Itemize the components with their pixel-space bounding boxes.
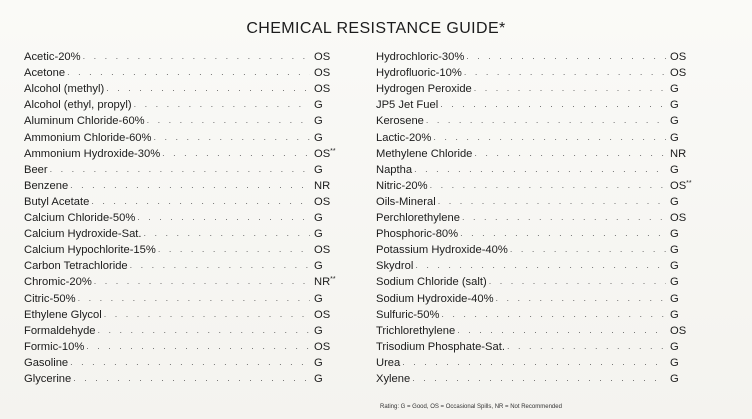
- table-row: [24, 48, 354, 64]
- chemical-name: Xylene: [376, 372, 411, 385]
- resistance-rating: G: [314, 115, 323, 128]
- dot-leader: [464, 66, 666, 79]
- table-row: [24, 306, 354, 322]
- dot-leader: [104, 308, 310, 321]
- table-row: [376, 48, 716, 64]
- dot-leader: [496, 292, 666, 305]
- resistance-rating: G: [670, 99, 679, 112]
- resistance-rating: G: [670, 163, 679, 176]
- resistance-rating: OS: [314, 195, 331, 208]
- resistance-rating: OS: [314, 51, 331, 64]
- table-row: [376, 145, 716, 161]
- dot-leader: [489, 275, 666, 288]
- resistance-rating: OS: [670, 212, 687, 225]
- resistance-rating: G: [670, 340, 679, 353]
- chemical-name: Trisodium Phosphate-Sat.: [376, 340, 505, 353]
- chemical-name: Ammonium Hydroxide-30%: [24, 147, 161, 160]
- left-column: [24, 48, 354, 386]
- table-row: [376, 241, 716, 257]
- chemical-name: Hydrogen Peroxide: [376, 83, 472, 96]
- table-row: [376, 193, 716, 209]
- chemical-name: Hydrofluoric-10%: [376, 67, 462, 80]
- table-row: [376, 96, 716, 112]
- chemical-name: Alcohol (ethyl, propyl): [24, 99, 132, 112]
- resistance-rating: G: [314, 99, 323, 112]
- resistance-rating: G: [670, 115, 679, 128]
- table-row: [24, 193, 354, 209]
- table-row: [376, 370, 716, 386]
- table-row: [376, 306, 716, 322]
- resistance-rating: G: [314, 163, 323, 176]
- dot-leader: [440, 98, 666, 111]
- dot-leader: [86, 340, 310, 353]
- resistance-rating: G: [314, 372, 323, 385]
- dot-leader: [91, 195, 310, 208]
- dot-leader: [510, 243, 666, 256]
- table-row: [24, 273, 354, 289]
- table-row: [376, 209, 716, 225]
- dot-leader: [507, 340, 666, 353]
- dot-leader: [466, 50, 666, 63]
- chemical-name: Ethylene Glycol: [24, 308, 102, 321]
- chemical-name: Skydrol: [376, 260, 414, 273]
- page-title: CHEMICAL RESISTANCE GUIDE*: [246, 20, 506, 37]
- chemical-name: Calcium Chloride-50%: [24, 212, 136, 225]
- resistance-rating: OS: [314, 244, 331, 257]
- table-row: [376, 354, 716, 370]
- dot-leader: [158, 243, 310, 256]
- table-row: [376, 225, 716, 241]
- chemical-name: Oils-Mineral: [376, 195, 436, 208]
- resistance-rating: OS: [670, 67, 687, 80]
- table-row: [376, 273, 716, 289]
- dot-leader: [50, 163, 310, 176]
- chemical-name: Ammonium Chloride-60%: [24, 131, 152, 144]
- chemical-name: Calcium Hypochlorite-15%: [24, 244, 156, 257]
- dot-leader: [162, 147, 310, 160]
- resistance-rating: G: [670, 356, 679, 369]
- dot-leader: [441, 308, 666, 321]
- chemical-name: Sodium Hydroxide-40%: [376, 292, 494, 305]
- chemical-name: Trichlorethylene: [376, 324, 456, 337]
- table-row: [24, 80, 354, 96]
- dot-leader: [414, 163, 666, 176]
- resistance-rating: OS: [314, 340, 331, 353]
- resistance-rating: G: [670, 292, 679, 305]
- resistance-rating: G: [670, 83, 679, 96]
- dot-leader: [474, 147, 666, 160]
- dot-leader: [78, 292, 310, 305]
- table-row: [24, 128, 354, 144]
- resistance-rating: OS: [670, 324, 687, 337]
- dot-leader: [106, 82, 310, 95]
- table-row: [376, 289, 716, 305]
- table-row: [24, 241, 354, 257]
- resistance-rating: OS**: [314, 147, 336, 160]
- dot-leader: [474, 82, 666, 95]
- dot-leader: [134, 98, 310, 111]
- table-row: [376, 177, 716, 193]
- table-row: [376, 161, 716, 177]
- dot-leader: [67, 66, 310, 79]
- resistance-rating: G: [314, 292, 323, 305]
- table-row: [24, 322, 354, 338]
- table-row: [24, 338, 354, 354]
- dot-leader: [98, 324, 310, 337]
- chemical-name: Alcohol (methyl): [24, 83, 105, 96]
- resistance-rating: G: [670, 276, 679, 289]
- resistance-rating: G: [314, 356, 323, 369]
- resistance-rating: G: [670, 195, 679, 208]
- table-row: [376, 64, 716, 80]
- table-row: [376, 322, 716, 338]
- table-row: [376, 112, 716, 128]
- chemical-name: Chromic-20%: [24, 276, 92, 289]
- chemical-name: Benzene: [24, 179, 69, 192]
- table-row: [376, 80, 716, 96]
- chemical-name: Beer: [24, 163, 48, 176]
- dot-leader: [462, 211, 666, 224]
- resistance-rating: OS: [314, 67, 331, 80]
- right-column: [376, 48, 716, 386]
- resistance-rating: G: [670, 372, 679, 385]
- resistance-rating: NR: [670, 147, 687, 160]
- chemical-name: Sulfuric-50%: [376, 308, 440, 321]
- table-row: [24, 370, 354, 386]
- dot-leader: [457, 324, 666, 337]
- dot-leader: [415, 259, 666, 272]
- table-row: [24, 257, 354, 273]
- chemical-name: Gasoline: [24, 356, 69, 369]
- table-row: [376, 257, 716, 273]
- chemical-name: Citric-50%: [24, 292, 76, 305]
- chemical-name: Phosphoric-80%: [376, 228, 459, 241]
- chemical-name: Perchlorethylene: [376, 212, 460, 225]
- chemical-name: Nitric-20%: [376, 179, 428, 192]
- chemical-name: JP5 Jet Fuel: [376, 99, 439, 112]
- chemical-name: Formic-10%: [24, 340, 85, 353]
- resistance-rating: G: [314, 228, 323, 241]
- chemical-name: Methylene Chloride: [376, 147, 473, 160]
- table-row: [24, 225, 354, 241]
- table-row: [376, 338, 716, 354]
- chemical-name: Formaldehyde: [24, 324, 96, 337]
- table-row: [24, 145, 354, 161]
- table-row: [24, 354, 354, 370]
- resistance-rating: OS: [314, 308, 331, 321]
- table-row: [24, 209, 354, 225]
- chemical-name: Calcium Hydroxide-Sat.: [24, 228, 142, 241]
- chemical-name: Butyl Acetate: [24, 195, 90, 208]
- chemical-name: Aluminum Chloride-60%: [24, 115, 145, 128]
- chemical-name: Hydrochloric-30%: [376, 51, 465, 64]
- dot-leader: [430, 179, 666, 192]
- resistance-rating: G: [314, 212, 323, 225]
- resistance-rating: G: [314, 131, 323, 144]
- chemical-name: Carbon Tetrachloride: [24, 260, 128, 273]
- dot-leader: [433, 131, 666, 144]
- chemical-name: Sodium Chloride (salt): [376, 276, 487, 289]
- chemical-name: Potassium Hydroxide-40%: [376, 244, 508, 257]
- resistance-rating: G: [670, 308, 679, 321]
- table-row: [24, 112, 354, 128]
- resistance-rating: NR**: [314, 276, 336, 289]
- table-row: [24, 96, 354, 112]
- chemical-name: Urea: [376, 356, 401, 369]
- table-row: [24, 161, 354, 177]
- dot-leader: [426, 114, 666, 127]
- chemical-name: Lactic-20%: [376, 131, 432, 144]
- dot-leader: [83, 50, 310, 63]
- dot-leader: [147, 114, 310, 127]
- dot-leader: [70, 356, 310, 369]
- resistance-rating: G: [670, 260, 679, 273]
- chemical-name: Naptha: [376, 163, 413, 176]
- chemical-name: Acetone: [24, 67, 66, 80]
- resistance-rating: OS: [314, 83, 331, 96]
- resistance-rating: G: [314, 260, 323, 273]
- chemical-name: Kerosene: [376, 115, 424, 128]
- dot-leader: [153, 131, 310, 144]
- dot-leader: [460, 227, 666, 240]
- table-row: [376, 128, 716, 144]
- resistance-rating: G: [670, 244, 679, 257]
- resistance-rating: OS**: [670, 179, 692, 192]
- dot-leader: [412, 372, 666, 385]
- dot-leader: [438, 195, 666, 208]
- dot-leader: [402, 356, 666, 369]
- resistance-rating: G: [314, 324, 323, 337]
- resistance-rating: G: [670, 131, 679, 144]
- dot-leader: [94, 275, 310, 288]
- resistance-rating: OS: [670, 51, 687, 64]
- table-row: [24, 177, 354, 193]
- resistance-rating: G: [670, 228, 679, 241]
- dot-leader: [130, 259, 310, 272]
- resistance-rating: NR: [314, 179, 331, 192]
- chemical-name: Acetic-20%: [24, 51, 81, 64]
- dot-leader: [70, 179, 310, 192]
- dot-leader: [137, 211, 310, 224]
- dot-leader: [73, 372, 310, 385]
- chemical-name: Glycerine: [24, 372, 72, 385]
- dot-leader: [144, 227, 310, 240]
- rating-legend: Rating: G = Good, OS = Occasional Spills, NR = Not Recommended: [380, 404, 562, 410]
- table-row: [24, 64, 354, 80]
- table-row: [24, 289, 354, 305]
